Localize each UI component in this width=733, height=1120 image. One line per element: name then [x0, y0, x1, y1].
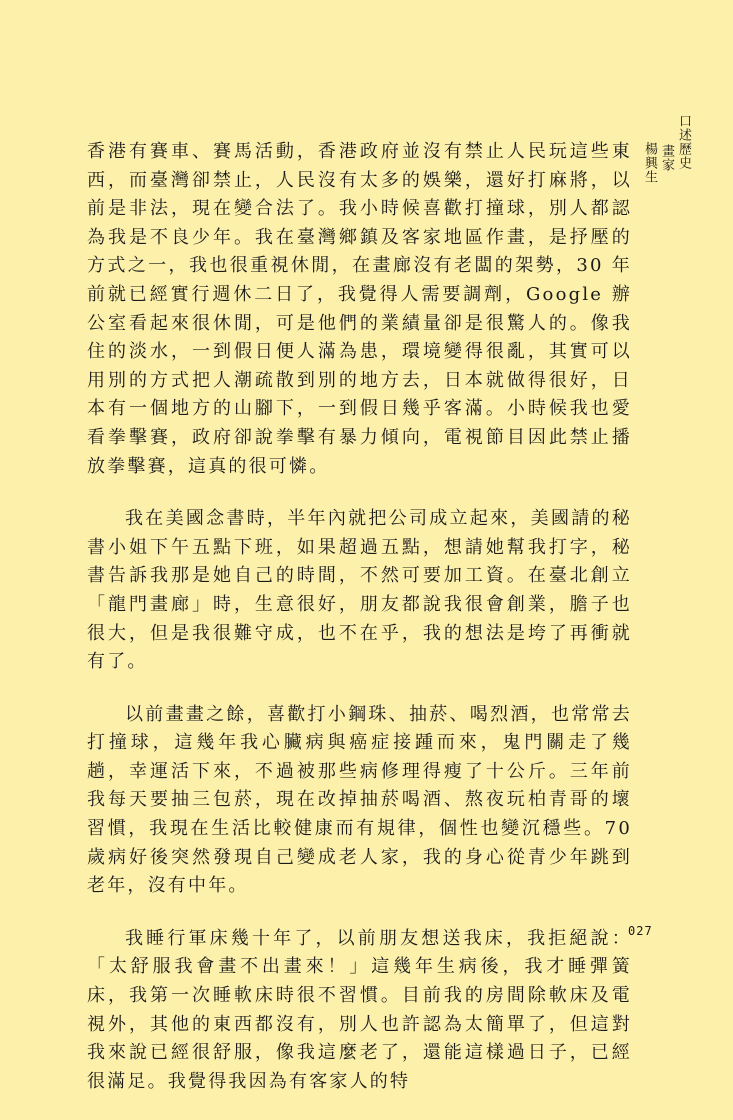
- series-title: 口述歷史: [676, 114, 691, 170]
- running-header: [642, 114, 692, 184]
- paragraph-4: 我睡行軍床幾十年了，以前朋友想送我床，我拒絕說：「太舒服我會畫不出畫來！」這幾年生病後，我才睡彈簧床，我第一次睡軟床時很不習慣。目前我的房間除軟床及電視外，其他的東西都沒有，別人也許認為太簡單了，但這對我來說已經很舒服，像我這麼老了，還能這樣過日子，已經很滿足。我覺得我因為有客家人的特: [87, 927, 632, 1092]
- paragraph-1: 香港有賽車、賽馬活動，香港政府並沒有禁止人民玩這些東西，而臺灣卻禁止，人民沒有太多的娛樂，還好打麻將，以前是非法，現在變合法了。我小時候喜歡打撞球，別人都認為我是不良少年。我在臺灣鄉鎮及客家地區作畫，是抒壓的方式之一，我也很重視休閒，在畫廊沒有老闆的架勢，30 年前就已經實行週休二日了，我覺得人需要調劑，Google 辦公室看起來很休閒，可是他們的業績量卻是很驚人的。像我住的淡水，一到假日便人滿為患，環境變得很亂，其實可以用別的方式把人潮疏散到別的地方去，日本就做得很好，日本有一個地方的山腳下，一到假日幾乎客滿。小時候我也愛看拳擊賽，政府卻說拳擊有暴力傾向，電視節目因此禁止播放拳擊賽，這真的很可憐。: [87, 141, 632, 477]
- person-name: 楊興生: [642, 142, 657, 184]
- subject-title: 畫家: [659, 144, 674, 172]
- page-number: 027: [628, 924, 653, 938]
- body-text: [87, 138, 632, 1120]
- paragraph-2: 我在美國念書時，半年內就把公司成立起來，美國請的秘書小姐下午五點下班，如果超過五點，想請她幫我打字，秘書告訴我那是她自己的時間，不然可要加工資。在臺北創立「龍門畫廊」時，生意很好，朋友都說我很會創業，膽子也很大，但是我很難守成，也不在乎，我的想法是垮了再衝就有了。: [87, 508, 632, 673]
- paragraph-3: 以前畫畫之餘，喜歡打小鋼珠、抽菸、喝烈酒，也常常去打撞球，這幾年我心臟病與癌症接踵而來，鬼門關走了幾趟，幸運活下來，不過被那些病修理得瘦了十公斤。三年前我每天要抽三包菸，現在改掉抽菸喝酒、熬夜玩柏青哥的壞習慣，我現在生活比較健康而有規律，個性也變沉穩些。70 歲病好後突然發現自己變成老人家，我的身心從青少年跳到老年，沒有中年。: [87, 703, 632, 897]
